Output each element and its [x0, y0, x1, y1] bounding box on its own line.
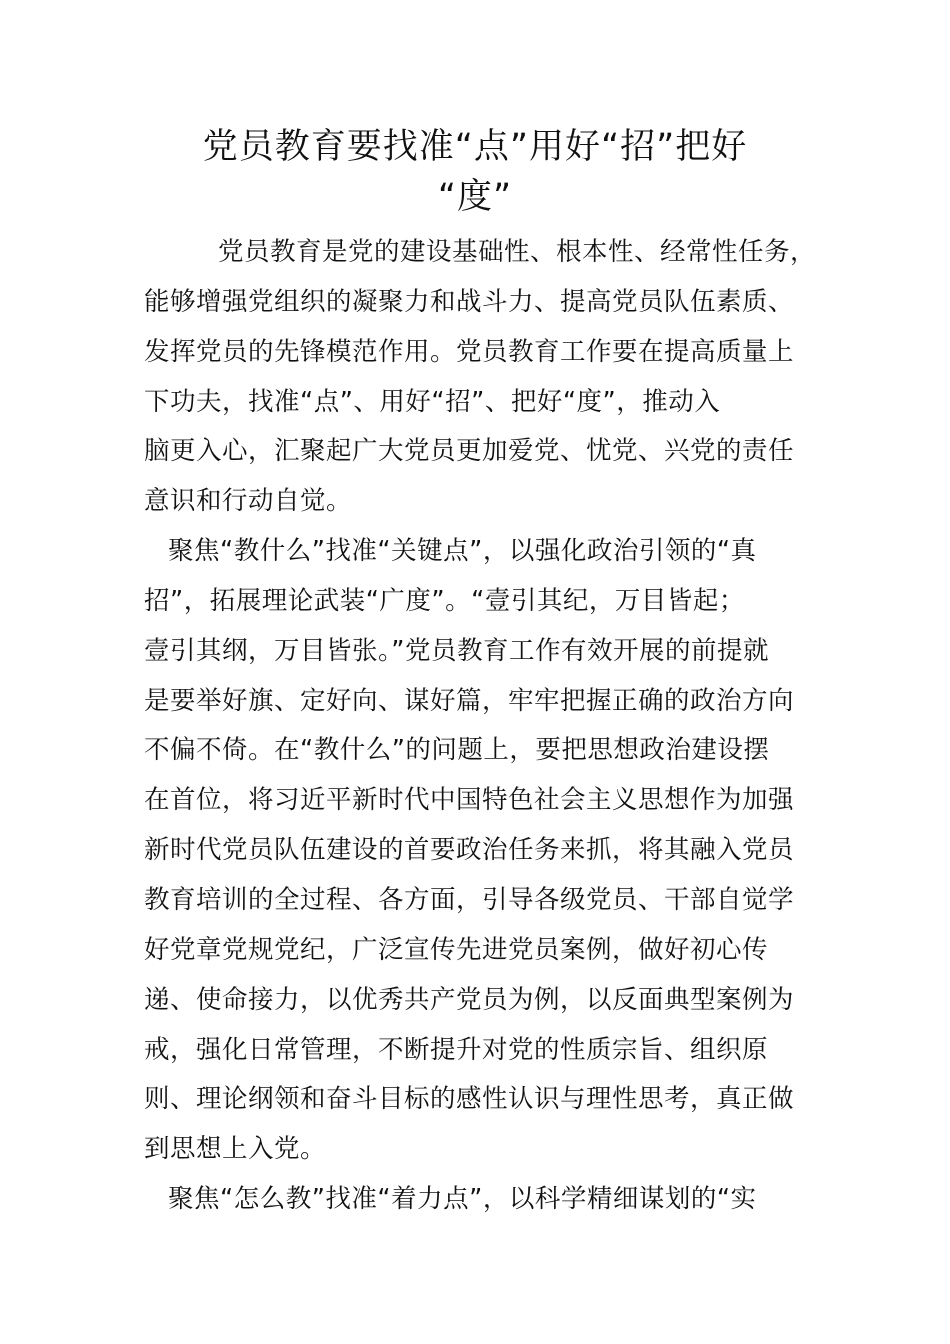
paragraph-line: 招”，拓展理论武装“广度”。“壹引其纪，万目皆起；: [144, 586, 745, 616]
paragraph-line: 不偏不倚。在“教什么”的问题上，要把思想政治建设摆: [144, 735, 770, 765]
paragraph-line: 好党章党规党纪，广泛宣传先进党员案例，做好初心传: [144, 935, 769, 965]
paragraph-line: 则、理论纲领和奋斗目标的感性认识与理性思考，真正做: [144, 1084, 795, 1114]
paragraph-line: 到思想上入党。: [144, 1134, 327, 1164]
paragraph-line: 能够增强党组织的凝聚力和战斗力、提高党员队伍素质、: [144, 287, 795, 317]
paragraph-line: 聚焦“教什么”找准“关键点”，以强化政治引领的“真: [168, 536, 757, 566]
paragraph-line: 聚焦“怎么教”找准“着力点”，以科学精细谋划的“实: [168, 1184, 757, 1214]
title-line-2: “度”: [437, 177, 513, 217]
paragraph-line: 戒，强化日常管理，不断提升对党的性质宗旨、组织原: [144, 1035, 769, 1065]
paragraph-line: 脑更入心，汇聚起广大党员更加爱党、忧党、兴党的责任: [144, 436, 795, 466]
title-line-1: 党员教育要找准“点”用好“招”把好: [202, 127, 748, 167]
document-title: [150, 122, 800, 222]
paragraph-line: 下功夫，找准“点”、用好“招”、把好“度”，推动入: [144, 387, 721, 417]
paragraph-line: 是要举好旗、定好向、谋好篇，牢牢把握正确的政治方向: [144, 686, 795, 716]
paragraph-line: 壹引其纲，万目皆张。”党员教育工作有效开展的前提就: [144, 636, 769, 666]
paragraph-line: 党员教育是党的建设基础性、根本性、经常性任务，: [218, 237, 817, 267]
paragraph-line: 新时代党员队伍建设的首要政治任务来抓，将其融入党员: [144, 835, 795, 865]
paragraph-line: 在首位，将习近平新时代中国特色社会主义思想作为加强: [144, 785, 795, 815]
paragraph-line: 递、使命接力，以优秀共产党员为例，以反面典型案例为: [144, 985, 795, 1015]
paragraph-line: 教育培训的全过程、各方面，引导各级党员、干部自觉学: [144, 885, 795, 915]
paragraph-line: 意识和行动自觉。: [144, 486, 353, 516]
paragraph-line: 发挥党员的先锋模范作用。党员教育工作要在提高质量上: [144, 337, 795, 367]
